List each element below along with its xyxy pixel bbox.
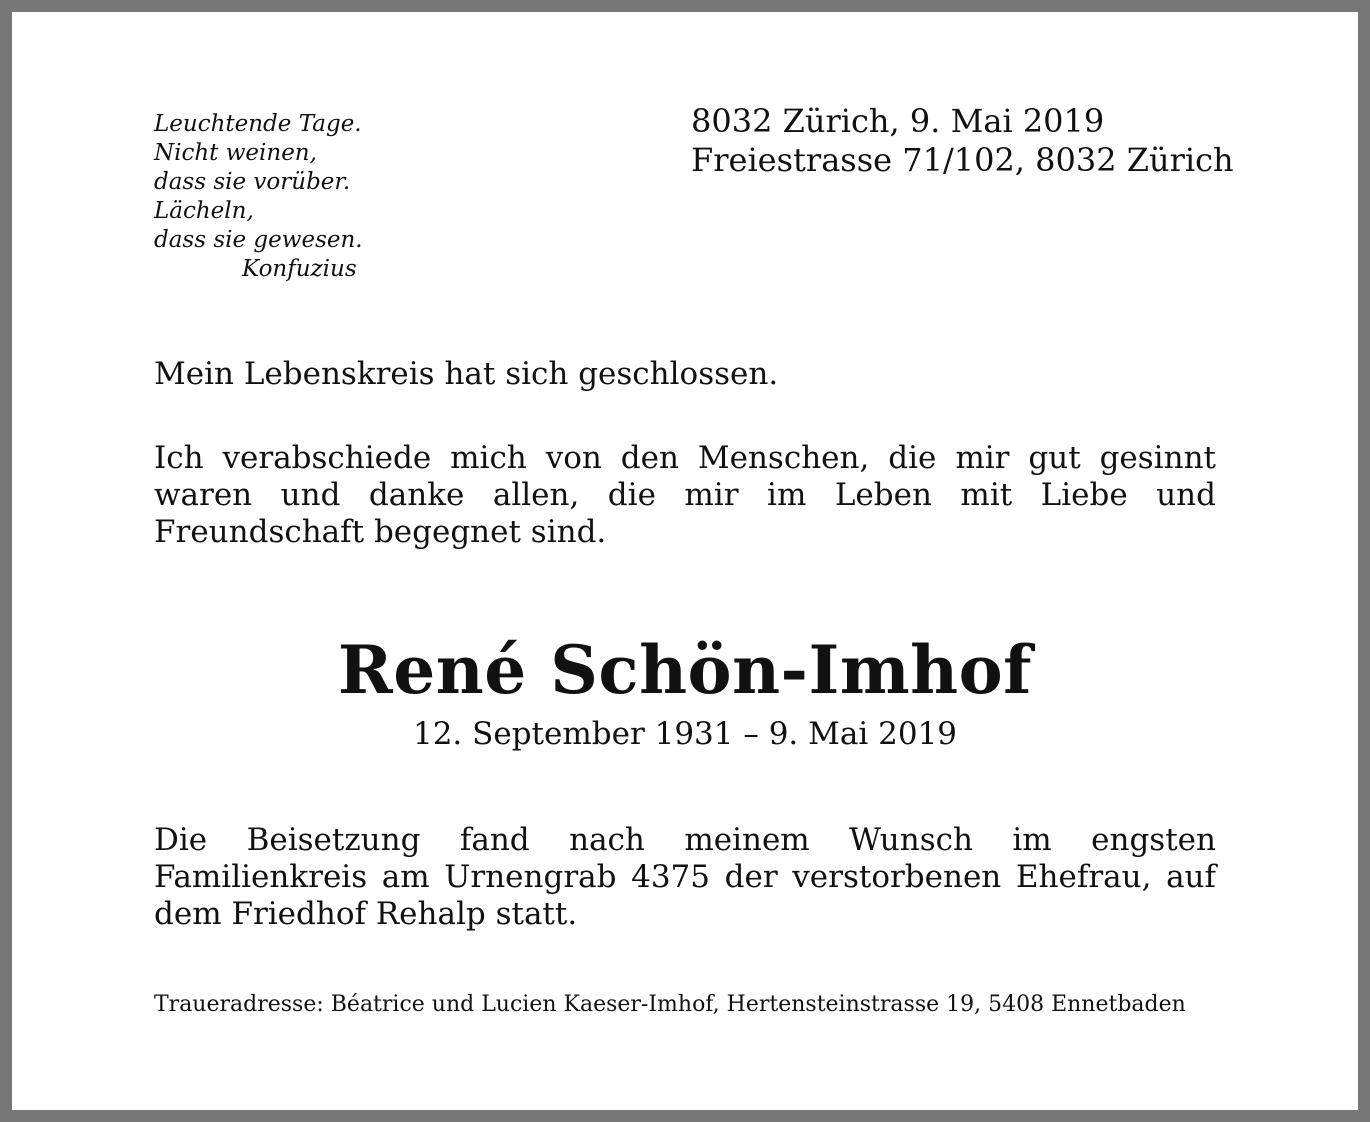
life-dates: 12. September 1931 – 9. Mai 2019 xyxy=(412,716,958,752)
place-date: 8032 Zürich, 9. Mai 2019 xyxy=(691,102,1105,140)
obituary-notice xyxy=(12,12,1358,1110)
quote-line: Nicht weinen, xyxy=(154,140,317,166)
deceased-name: René Schön-Imhof xyxy=(337,631,1033,709)
place-and-date-block xyxy=(691,102,1251,180)
quote-line: Leuchtende Tage. xyxy=(154,111,362,137)
farewell-paragraph: Ich verabschiede mich von den Menschen, die mir gut gesinnt waren und danke allen, die mir im Leben mit Liebe und Freundschaft begegnet sind. xyxy=(154,440,1216,550)
quote-line: dass sie gewesen. xyxy=(154,227,363,253)
quote-author: Konfuzius xyxy=(242,256,357,282)
quote-line: dass sie vorüber. xyxy=(154,169,351,195)
mourning-address: Traueradresse: Béatrice und Lucien Kaeser-Imhof, Hertensteinstrasse 19, 5408 Ennetbaden xyxy=(154,992,1186,1017)
confucius-quote xyxy=(154,110,414,284)
burial-paragraph: Die Beisetzung fand nach meinem Wunsch im engsten Familienkreis am Urnengrab 4375 der verstorbenen Ehefrau, auf dem Friedhof Rehalp statt. xyxy=(154,822,1216,932)
quote-line: Lächeln, xyxy=(154,198,254,224)
home-address: Freiestrasse 71/102, 8032 Zürich xyxy=(691,141,1234,179)
intro-paragraph: Mein Lebenskreis hat sich geschlossen. xyxy=(154,356,779,392)
